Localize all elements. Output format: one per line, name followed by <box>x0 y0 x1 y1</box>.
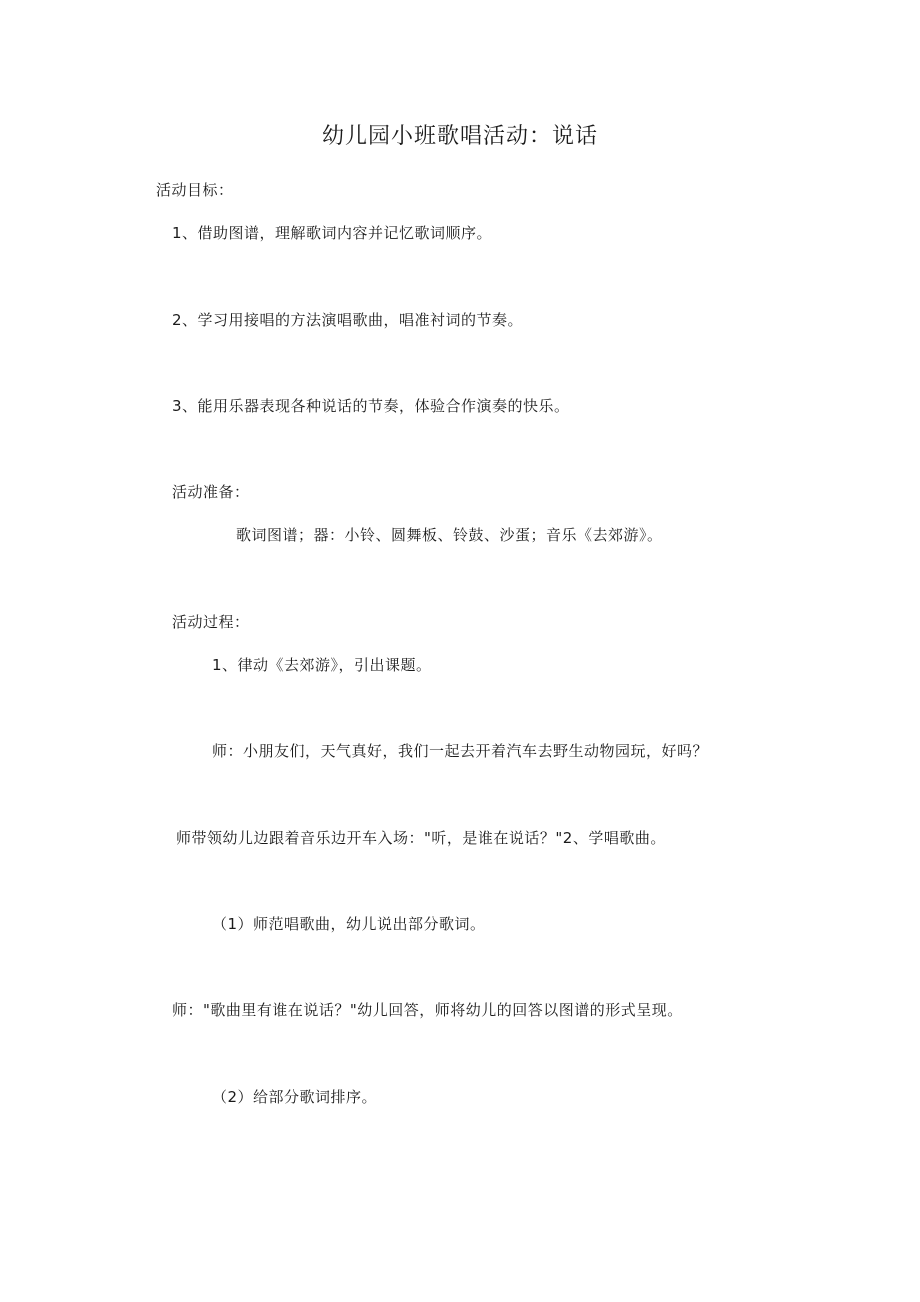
process-teacher-line-2: 师带领幼儿边跟着音乐边开车入场："听，是谁在说话？"2、学唱歌曲。 <box>176 829 666 847</box>
goal-item-2: 2、学习用接唱的方法演唱歌曲，唱准衬词的节奏。 <box>172 311 524 329</box>
process-step-1: 1、律动《去郊游》，引出课题。 <box>212 656 432 674</box>
prep-heading: 活动准备： <box>172 483 250 501</box>
process-teacher-line-3: 师："歌曲里有谁在说话？"幼儿回答，师将幼儿的回答以图谱的形式呈现。 <box>172 1001 683 1019</box>
process-substep-1: （1）师范唱歌曲，幼儿说出部分歌词。 <box>212 915 486 933</box>
process-teacher-line-1: 师：小朋友们，天气真好，我们一起去开着汽车去野生动物园玩，好吗？ <box>212 742 709 760</box>
goal-item-1: 1、借助图谱，理解歌词内容并记忆歌词顺序。 <box>172 224 493 242</box>
process-substep-2: （2）给部分歌词排序。 <box>212 1088 378 1106</box>
goals-heading: 活动目标： <box>156 181 234 199</box>
process-heading: 活动过程： <box>172 613 250 631</box>
prep-text: 歌词图谱；器：小铃、圆舞板、铃鼓、沙蛋；音乐《去郊游》。 <box>236 526 663 544</box>
document-title: 幼儿园小班歌唱活动：说话 <box>321 124 598 149</box>
goal-item-3: 3、能用乐器表现各种说话的节奏，体验合作演奏的快乐。 <box>172 397 570 415</box>
